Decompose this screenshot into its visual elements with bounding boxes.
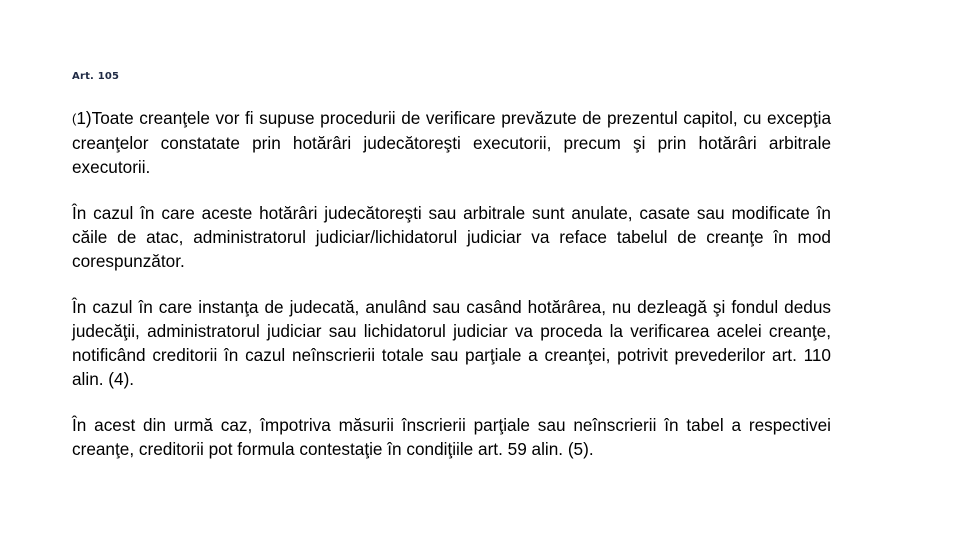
paragraph-1 bbox=[72, 106, 831, 179]
paragraph-number-paren: ( bbox=[72, 111, 77, 126]
article-body bbox=[72, 106, 831, 483]
article-heading: Art. 105 bbox=[72, 71, 120, 82]
paragraph-2: În cazul în care aceste hotărâri judecătoreşti sau arbitrale sunt anulate, casate sau modificate în căile de atac, administratorul judiciar/lichidatorul judiciar va reface tabelul de creanţe în mod corespunzător. bbox=[72, 203, 831, 271]
paragraph-1-text: Toate creanţele vor fi supuse procedurii de verificare prevăzute de prezentul capitol, cu excepţia creanţelor constatate prin hotărâri judecătoreşti executorii, precum şi prin hotărâri arbitrale executorii. bbox=[72, 108, 831, 177]
paragraph-number bbox=[72, 108, 92, 128]
paragraph-3: În cazul în care instanţa de judecată, anulând sau casând hotărârea, nu dezleagă şi fondul dedus judecăţii, administratorul judiciar sau lichidatorul judiciar va proceda la verificarea acelei creanţe, notificând creditorii în cazul neînscrierii totale sau parţiale a creanţei, potrivit prevederilor art. 110 alin. (4). bbox=[72, 297, 831, 389]
paragraph-number-value: 1) bbox=[76, 108, 92, 128]
paragraph-4: În acest din urmă caz, împotriva măsurii înscrierii parţiale sau neînscrierii în tabel a respectivei creanţe, creditorii pot formula contestaţie în condiţiile art. 59 alin. (5). bbox=[72, 415, 831, 459]
